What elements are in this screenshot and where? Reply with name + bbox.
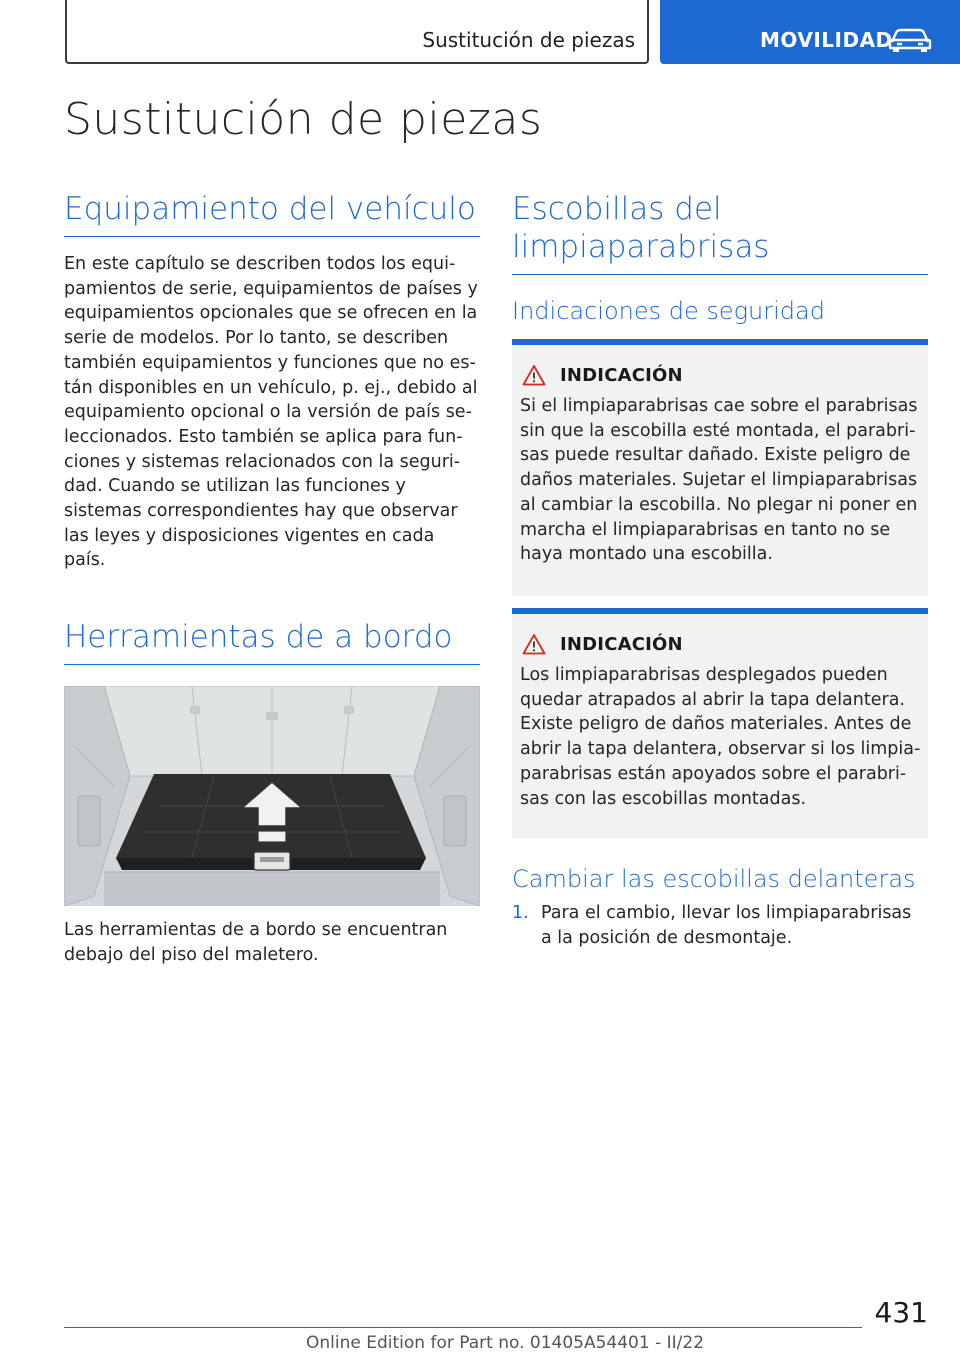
step-number: 1.	[512, 903, 529, 923]
warning-triangle-icon	[522, 633, 546, 655]
notice-label: INDICACIÓN	[560, 364, 683, 386]
notice-box	[512, 608, 928, 839]
luggage-floor-figure	[64, 686, 480, 906]
notice-header	[520, 630, 683, 658]
header-chapter-title: Sustitución de piezas	[422, 28, 635, 52]
heading-equipment: Equipamiento del vehículo	[64, 190, 480, 237]
tools-body-text: Las herramientas de a bordo se encuentran debajo del piso del maletero.	[64, 920, 448, 965]
notice-text: Si el limpiaparabrisas cae sobre el parabrisas sin que la escobilla esté montada, el parabrisas puede resultar dañado. Existe peligro de daños materiales. Sujetar el limpiaparabrisas al cambiar la escobilla. No plegar ni poner en marcha el limpiaparabrisas en tanto no se haya montado una escobilla.	[520, 396, 918, 565]
heading-safety: Indicaciones de seguridad	[512, 297, 825, 325]
tools-paragraph	[64, 918, 480, 967]
equipment-body-text: En este capítulo se describen todos los equipamientos de serie, equipamientos de países y equipamientos opcionales que se ofrecen en la serie de modelos. Por lo tanto, se describen también equipamientos y funciones que no están disponibles en un vehículo, p. ej., debido al equipamiento opcional o la versión de país seleccionados. Esto también se aplica para funciones y sistemas relacionados con la seguridad. Cuando se utilizan las funciones y sistemas correspondientes hay que observar las leyes y disposiciones vigentes en cada país.	[64, 254, 478, 571]
equipment-paragraph	[64, 252, 480, 573]
step-text: Para el cambio, llevar los limpiaparabrisas a la posición de desmontaje.	[541, 903, 912, 948]
car-icon	[888, 27, 932, 53]
notice-header	[520, 361, 683, 389]
header-section-tab[interactable]	[660, 0, 960, 64]
page-title: Sustitución de piezas	[64, 94, 543, 145]
footer-divider	[64, 1327, 862, 1328]
header-section-label: MOVILIDAD	[760, 28, 893, 52]
heading-front-wipers: Cambiar las escobillas delanteras	[512, 865, 916, 893]
notice-box	[512, 339, 928, 596]
notice-text: Los limpiaparabrisas desplegados pueden quedar atrapados al abrir la tapa delantera. Existe peligro de daños materiales. Antes de abrir la tapa delantera, observar si los limpiaparabrisas están apoyados sobre el parabrisas con las escobillas montadas.	[520, 665, 921, 809]
warning-triangle-icon	[522, 364, 546, 386]
header-chapter-box	[65, 0, 649, 64]
notice-label: INDICACIÓN	[560, 633, 683, 655]
page-number: 431	[874, 1296, 928, 1329]
footer-edition: Online Edition for Part no. 01405A54401 - II/22	[306, 1333, 705, 1353]
heading-wipers: Escobillas del limpiaparabrisas	[512, 190, 928, 275]
heading-tools: Herramientas de a bordo	[64, 618, 480, 665]
luggage-floor-arrow-illustration	[64, 686, 480, 906]
